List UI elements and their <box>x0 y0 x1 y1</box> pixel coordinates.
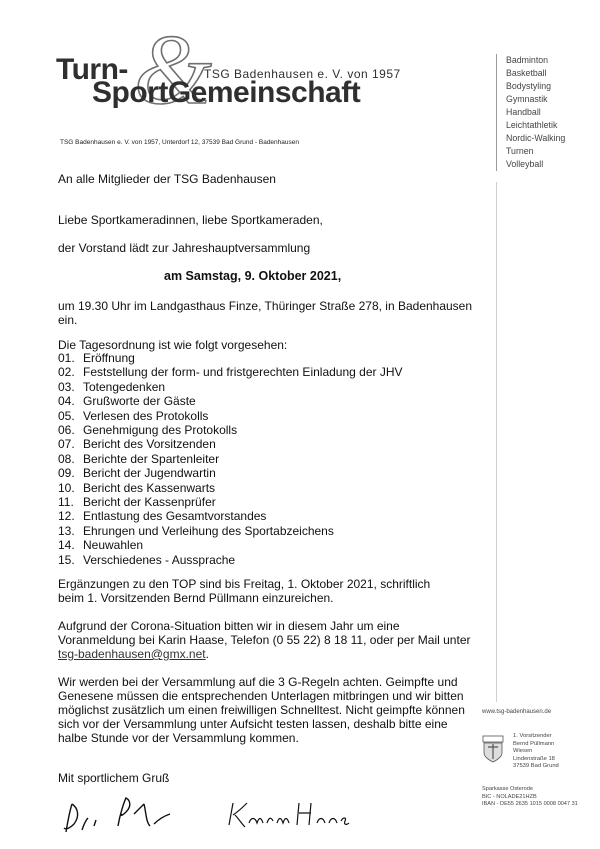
agenda-text: Bericht der Kassenprüfer <box>83 495 216 510</box>
agenda-number: 14. <box>58 538 75 553</box>
agenda-number: 02. <box>58 365 75 380</box>
recipient-line: An alle Mitglieder der TSG Badenhausen <box>58 172 276 186</box>
sender-address-line: TSG Badenhausen e. V. von 1957, Unterdorf 12, 37539 Bad Grund - Badenhausen <box>60 139 299 146</box>
agenda-text: Bericht des Vorsitzenden <box>83 437 216 452</box>
agenda-item <box>58 437 403 451</box>
agenda-item <box>58 509 403 523</box>
sport-item: Leichtathletik <box>506 120 558 130</box>
signature-bernd-puellmann <box>60 790 200 840</box>
rules-line-2: Genesene müssen die entsprechenden Unterlagen mitbringen und wir bitten <box>58 689 464 703</box>
agenda-item <box>58 380 403 394</box>
agenda-item <box>58 524 403 538</box>
agenda-number: 04. <box>58 394 75 409</box>
agenda-text: Bericht des Kassenwarts <box>83 480 216 495</box>
agenda-item <box>58 351 403 365</box>
chairman-address <box>513 733 559 771</box>
club-name: TSG Badenhausen e. V. von 1957 <box>204 67 401 81</box>
meeting-location-line-2: ein. <box>58 313 78 327</box>
rules-line-3: möglichst zusätzlich um einen freiwilligen Schnelltest. Nicht geimpfte können <box>58 703 465 717</box>
agenda-number: 03. <box>58 379 75 394</box>
sport-item: Basketball <box>506 68 547 78</box>
email-period: . <box>205 647 209 661</box>
agenda-item <box>58 452 403 466</box>
agenda-text: Entlastung des Gesamtvorstandes <box>83 509 267 524</box>
agenda-number: 07. <box>58 437 75 452</box>
agenda-text: Verlesen des Protokolls <box>83 408 209 423</box>
agenda-list <box>58 351 403 567</box>
agenda-text: Totengedenken <box>83 379 166 394</box>
agenda-number: 13. <box>58 523 75 538</box>
agenda-text: Feststellung der form- und fristgerechten Einladung der JHV <box>83 365 403 380</box>
supplement-line-2: beim 1. Vorsitzenden Bernd Püllmann einzureichen. <box>58 591 334 605</box>
closing-greeting: Mit sportlichem Gruß <box>58 771 170 785</box>
agenda-number: 09. <box>58 466 75 481</box>
bank-line: Sparkasse Osterode <box>482 786 533 792</box>
signature-karin-haase <box>225 795 355 835</box>
address-line: 1. Vorsitzender <box>513 733 552 739</box>
agenda-number: 05. <box>58 408 75 423</box>
club-crest-icon <box>482 735 504 763</box>
agenda-text: Ehrungen und Verleihung des Sportabzeichens <box>83 523 334 538</box>
rules-line-1: Wir werden bei der Versammlung auf die 3 G-Regeln achten. Geimpfte und <box>58 675 458 689</box>
agenda-item <box>58 481 403 495</box>
agenda-item <box>58 365 403 379</box>
sport-item: Gymnastik <box>506 94 548 104</box>
agenda-number: 08. <box>58 451 75 466</box>
sport-item: Handball <box>506 107 541 117</box>
rules-line-4: sich vor der Versammlung unter Aufsicht testen lassen, deshalb bitte eine <box>58 717 448 731</box>
logo-sportgemeinschaft-text: SportGemeinschaft <box>92 76 361 109</box>
agenda-number: 11. <box>58 495 74 510</box>
address-line: Lindenstraße 18 <box>513 755 555 762</box>
agenda-item <box>58 394 403 408</box>
address-line: Bernd Püllmann <box>513 740 555 747</box>
agenda-text: Neuwahlen <box>83 538 144 553</box>
email-line <box>58 647 209 661</box>
salutation: Liebe Sportkameradinnen, liebe Sportkameraden, <box>58 213 323 227</box>
email-link[interactable]: tsg-badenhausen@gmx.net <box>58 647 206 661</box>
supplement-line-1: Ergänzungen zu den TOP sind bis Freitag, 1. Oktober 2021, schriftlich <box>58 577 431 591</box>
logo-ampersand: & <box>134 14 212 125</box>
agenda-number: 10. <box>58 480 75 495</box>
website-url[interactable]: www.tsg-badenhausen.de <box>482 709 552 715</box>
agenda-number: 01. <box>58 351 75 365</box>
bank-line: IBAN - DE55 2635 1015 0008 0047 31 <box>482 801 578 808</box>
sports-list <box>496 54 565 171</box>
agenda-item <box>58 466 403 480</box>
bank-details <box>482 786 578 809</box>
sport-item: Turnen <box>506 146 534 156</box>
meeting-date: am Samstag, 9. Oktober 2021, <box>164 269 342 283</box>
agenda-item <box>58 553 403 567</box>
agenda-text: Verschiedenes - Aussprache <box>83 552 236 567</box>
invitation-intro: der Vorstand lädt zur Jahreshauptversammlung <box>58 241 311 255</box>
corona-line-2: Voranmeldung bei Karin Haase, Telefon (0 55 22) 8 18 11, oder per Mail unter <box>58 633 471 647</box>
agenda-text: Bericht der Jugendwartin <box>83 466 216 481</box>
agenda-item <box>58 423 403 437</box>
logo-turn-text: Turn- <box>56 53 128 86</box>
agenda-item <box>58 495 403 509</box>
agenda-number: 06. <box>58 423 75 438</box>
address-line: 37539 Bad Grund <box>513 763 559 770</box>
agenda-item <box>58 538 403 552</box>
agenda-text: Berichte der Spartenleiter <box>83 451 220 466</box>
sport-item: Volleyball <box>506 159 544 169</box>
agenda-item <box>58 409 403 423</box>
address-line: Wiesen <box>513 748 533 755</box>
agenda-text: Eröffnung <box>83 351 135 365</box>
agenda-text: Genehmigung des Protokolls <box>83 423 238 438</box>
rules-line-5: halbe Stunde vor der Versammlung kommen. <box>58 731 299 745</box>
agenda-text: Grußworte der Gäste <box>83 394 196 409</box>
sport-item: Nordic-Walking <box>506 133 566 143</box>
agenda-number: 15. <box>58 552 75 567</box>
agenda-intro: Die Tagesordnung ist wie folgt vorgesehen: <box>58 338 288 352</box>
sport-item: Bodystyling <box>506 81 551 91</box>
agenda-number: 12. <box>58 509 75 524</box>
right-column-divider <box>496 182 497 702</box>
corona-line-1: Aufgrund der Corona-Situation bitten wir in diesem Jahr um eine <box>58 619 400 633</box>
meeting-location-line-1: um 19.30 Uhr im Landgasthaus Finze, Thüringer Straße 278, in Badenhausen <box>58 299 473 313</box>
sport-item: Badminton <box>506 55 549 65</box>
bank-line: BIC - NOLADE21HZB <box>482 793 537 800</box>
